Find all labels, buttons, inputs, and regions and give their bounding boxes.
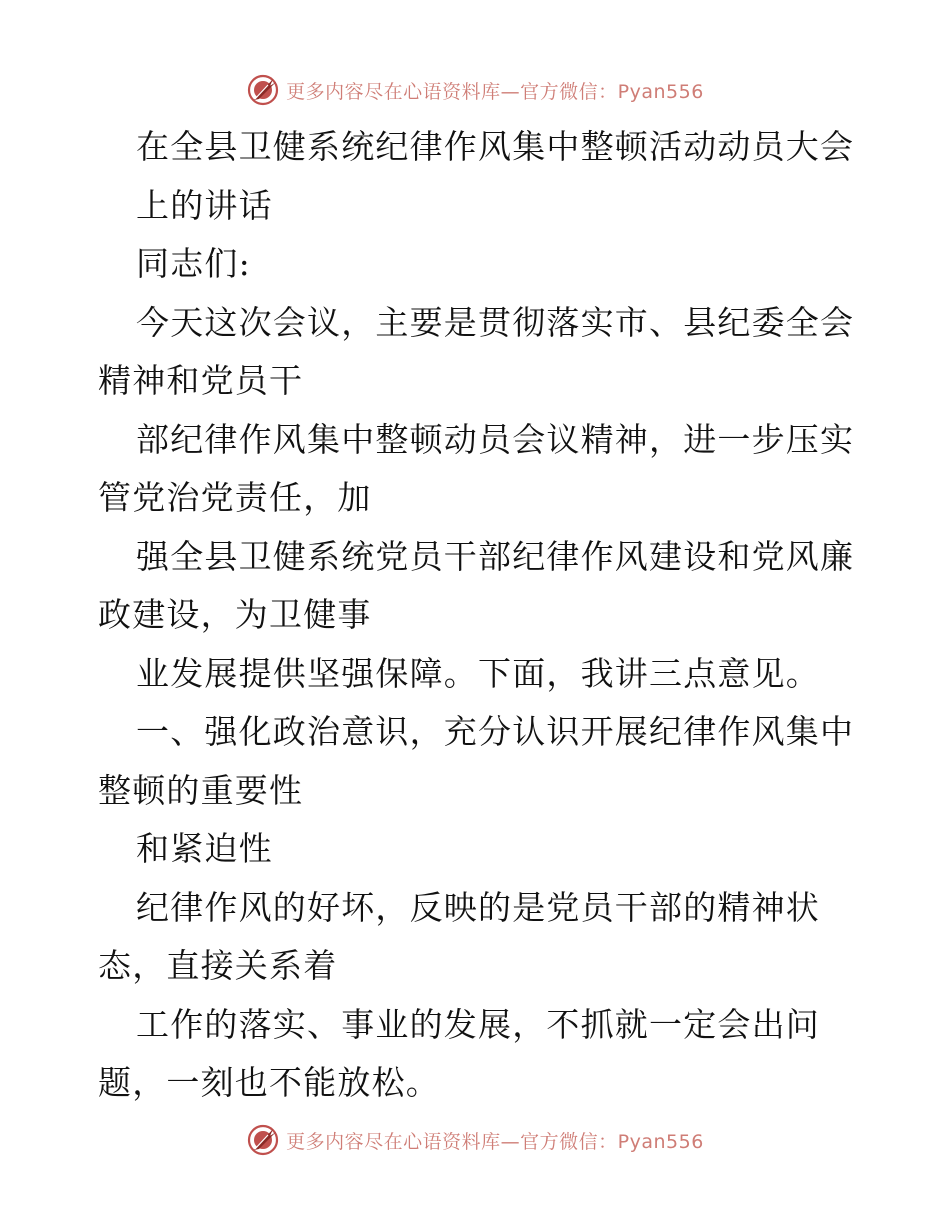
- doc-line: 纪律作风的好坏，反映的是党员干部的精神状: [136, 887, 820, 927]
- quill-pen-seal-icon: [246, 1123, 280, 1157]
- doc-line: 强全县卫健系统党员干部纪律作风建设和党风廉: [136, 536, 855, 576]
- doc-line: 同志们:: [136, 244, 251, 283]
- quill-pen-seal-icon: [246, 73, 280, 107]
- doc-line: 部纪律作风集中整顿动员会议精神，进一步压实: [136, 419, 855, 459]
- doc-line: 今天这次会议，主要是贯彻落实市、县纪委全会: [136, 302, 855, 342]
- header-banner-text: 更多内容尽在心语资料库—官方微信：Pyan556: [286, 80, 704, 103]
- doc-line: 政建设，为卫健事: [98, 595, 372, 634]
- doc-line: 上的讲话: [136, 185, 273, 225]
- doc-line: 精神和党员干: [98, 361, 304, 400]
- doc-line: 在全县卫健系统纪律作风集中整顿活动动员大会: [136, 127, 855, 166]
- section-heading-line: 整顿的重要性: [98, 770, 304, 810]
- doc-line: 题，一刻也不能放松。: [98, 1063, 440, 1102]
- document-body: [98, 118, 858, 1113]
- doc-line: 工作的落实、事业的发展，不抓就一定会出问: [136, 1004, 820, 1044]
- doc-line: 管党治党责任，加: [98, 478, 372, 517]
- header-banner: [0, 72, 950, 108]
- footer-banner: [0, 1122, 950, 1158]
- doc-line: 业发展提供坚强保障。下面，我讲三点意见。: [136, 653, 820, 693]
- footer-banner-text: 更多内容尽在心语资料库—官方微信：Pyan556: [286, 1130, 704, 1153]
- section-heading-line: 和紧迫性: [136, 829, 273, 868]
- doc-line: 态，直接关系着: [98, 946, 338, 985]
- section-heading-line: 一、强化政治意识，充分认识开展纪律作风集中: [136, 712, 855, 751]
